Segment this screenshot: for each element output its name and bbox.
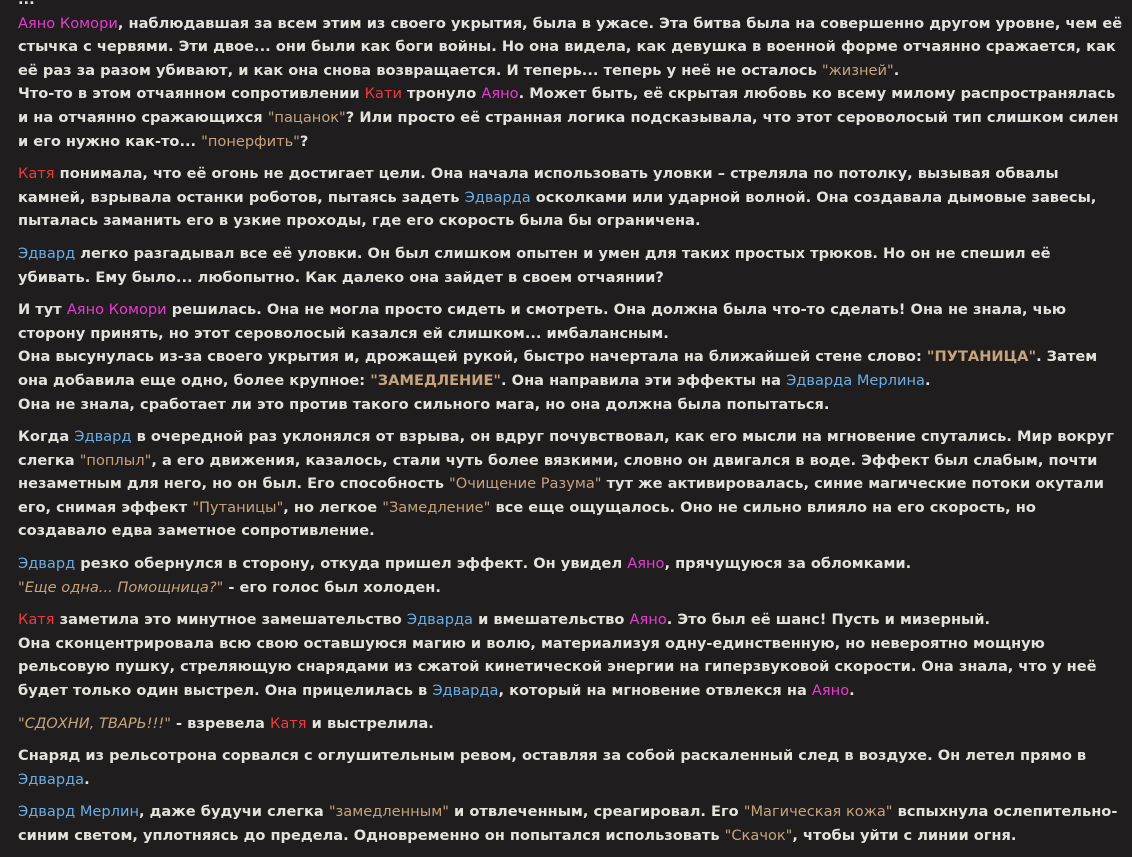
narration: в очередной раз уклонялся от взрыва, он вдруг почувствовал, как его мысли на мгновение спутались. Мир вокруг слегка <box>18 428 1114 469</box>
quoted-term: "замедленным" <box>328 803 449 821</box>
story-text <box>18 0 1124 857</box>
dialogue-quote: "Еще одна... Помощница?" <box>18 578 224 596</box>
character-name-ayano: Аяно <box>481 85 519 103</box>
paragraph <box>18 298 1124 345</box>
narration <box>18 0 35 8</box>
narration: и вмешательство <box>473 611 630 629</box>
narration: ? <box>299 132 309 150</box>
paragraph <box>18 12 1124 83</box>
paragraph <box>18 345 1124 392</box>
narration: . <box>849 682 855 700</box>
character-name-ayano: Аяно <box>629 611 667 629</box>
paragraph <box>18 576 1124 600</box>
narration: , прячущуюся за обломками. <box>664 555 912 573</box>
paragraph <box>18 552 1124 576</box>
narration: легко разгадывал все её уловки. Он был слишком опытен и умен для таких простых трюков. Но он не спешил её убивать. Ему было... любопытно. Как далеко она зайдет в своем отчаянии? <box>18 244 1051 286</box>
narration: . <box>924 371 931 389</box>
narration: и отвлеченным, среагировал. Его <box>448 803 744 821</box>
character-name-edward: Эдвард <box>18 244 76 262</box>
paragraph <box>18 82 1124 153</box>
narration: Она высунулась из-за своего укрытия и, дрожащей рукой, быстро начертала на ближайшей стене слово: <box>18 348 927 366</box>
quoted-term: "Магическая кожа" <box>743 803 893 821</box>
narration: тут же активировалась, синие магические потоки окутали его, снимая эффект <box>18 475 1105 516</box>
paragraph <box>18 744 1124 791</box>
narration: решилась. Она не могла просто сидеть и смотреть. Она должна была что-то сделать! Она не знала, чью сторону принять, но этот сероволосый казался ей слишком... имбалансным. <box>18 301 1067 342</box>
paragraph <box>18 393 1124 417</box>
narration: - взревела <box>170 714 270 732</box>
quoted-term-bold: "ЗАМЕДЛЕНИЕ" <box>370 371 502 389</box>
paragraph <box>18 242 1124 289</box>
quoted-term: "Очищение Разума" <box>449 475 602 493</box>
narration: Когда <box>18 428 75 446</box>
narration: . Может быть, её скрытая любовь ко всему милому распространялась и на отчаянно сражающихся <box>18 85 1116 126</box>
paragraph <box>18 425 1124 543</box>
narration: и выстрелила. <box>306 714 434 732</box>
narration: - его голос был холоден. <box>223 578 441 596</box>
quoted-term: "Путаницы" <box>192 498 284 516</box>
paragraph <box>18 608 1124 632</box>
narration: , даже будучи слегка <box>139 803 329 821</box>
narration: заметила это минутное замешательство <box>54 611 407 629</box>
character-name-edward: Эдварда Мерлина <box>786 371 925 389</box>
narration: Она не знала, сработает ли это против такого сильного мага, но она должна была попытаться. <box>18 395 830 413</box>
paragraph <box>18 632 1124 703</box>
narration: понимала, что её огонь не достигает цели. Она начала использовать уловки – стреляла по потолку, вызывая обвалы камней, взрывала останки роботов, пытаясь задеть <box>18 165 1059 206</box>
character-name-katya: Катя <box>269 714 307 732</box>
narration: . Это был её шанс! Пусть и мизерный. <box>666 611 990 629</box>
quoted-term: "поплыл" <box>79 451 152 469</box>
narration: вспыхнула ослепительно-синим светом, уплотняясь до предела. Одновременно он попытался использовать <box>18 803 1118 844</box>
character-name-edward: Эдвард <box>74 428 132 446</box>
narration: . Затем она добавила еще одно, более крупное: <box>18 348 1098 389</box>
character-name-edward: Эдварда <box>464 188 531 206</box>
character-name-ayano: Аяно Комори <box>66 301 167 319</box>
character-name-edward: Эдвард <box>18 555 76 573</box>
quoted-term: "Замедление" <box>382 498 491 516</box>
paragraph <box>18 800 1124 847</box>
paragraph <box>18 162 1124 233</box>
paragraph <box>18 0 1124 12</box>
quoted-term: "понерфить" <box>201 132 300 150</box>
narration: , который на мгновение отвлекся на <box>498 682 812 700</box>
character-name-katya: Катя <box>18 611 55 629</box>
narration: . <box>84 770 90 788</box>
narration: все еще ощущалось. Оно не сильно влияло на его скорость, но создавало едва заметное сопротивление. <box>18 498 1036 540</box>
character-name-ayano: Аяно <box>811 682 850 700</box>
narration: , но легкое <box>283 498 383 516</box>
narration: осколками или ударной волной. Она создавала дымовые завесы, пыталась заманить его в узкие проходы, где его скорость была бы ограничена. <box>18 188 1097 230</box>
dialogue-quote: "СДОХНИ, ТВАРЬ!!!" <box>18 714 171 732</box>
quoted-term: "пацанок" <box>267 108 346 126</box>
paragraph <box>18 712 1124 736</box>
narration: . <box>893 61 900 79</box>
narration: Снаряд из рельсотрона сорвался с оглушительным ревом, оставляя за собой раскаленный след в воздухе. Он летел прямо в <box>18 747 1087 765</box>
narration: , наблюдавшая за всем этим из своего укрытия, была в ужасе. Эта битва была на совершенно другом уровне, чем её стычка с червями. Эти двое... они были как боги войны. Но она видела, как девушка в военной форме отчаянно сражается, как её раз за разом убивают, и как она снова возвращается. И теперь... теперь у неё не осталось <box>18 14 1123 79</box>
character-name-ayano: Аяно Комори <box>18 14 118 32</box>
quoted-term: "жизней" <box>821 61 894 79</box>
character-name-edward: Эдварда <box>406 611 473 629</box>
quoted-term: "Скачок" <box>724 827 793 844</box>
narration: тронуло <box>401 85 482 103</box>
character-name-edward: Эдвард Мерлин <box>18 803 140 821</box>
narration: Она сконцентрировала всю свою оставшуюся магию и волю, материализуя одну-единственную, но невероятно мощную рельсовую пушку, стреляющую снарядами из сжатой кинетической энергии на гиперзвуковой скорости. Она знала, что у неё будет только один выстрел. Она прицелилась в <box>18 634 1097 700</box>
narration: , а его движения, казалось, стали чуть более вязкими, словно он двигался в воде. Эффект был слабым, почти незаметным для него, но он был. Его способность <box>18 451 1098 493</box>
character-name-edward: Эдварда <box>432 682 499 700</box>
quoted-term-bold: "ПУТАНИЦА" <box>926 348 1037 366</box>
narration: И тут <box>18 301 67 319</box>
character-name-katya: Кати <box>364 85 402 103</box>
narration: , чтобы уйти с линии огня. <box>792 827 1017 844</box>
narration: . Она направила эти эффекты на <box>501 371 787 389</box>
narration: Что-то в этом отчаянном сопротивлении <box>18 85 365 103</box>
character-name-edward: Эдварда <box>18 770 85 788</box>
narration: ? Или просто её странная логика подсказывала, что этот сероволосый тип слишком силен и его нужно как-то... <box>18 108 1119 150</box>
character-name-katya: Катя <box>18 165 55 183</box>
narration: резко обернулся в сторону, откуда пришел эффект. Он увидел <box>75 555 628 573</box>
character-name-ayano: Аяно <box>627 555 665 573</box>
